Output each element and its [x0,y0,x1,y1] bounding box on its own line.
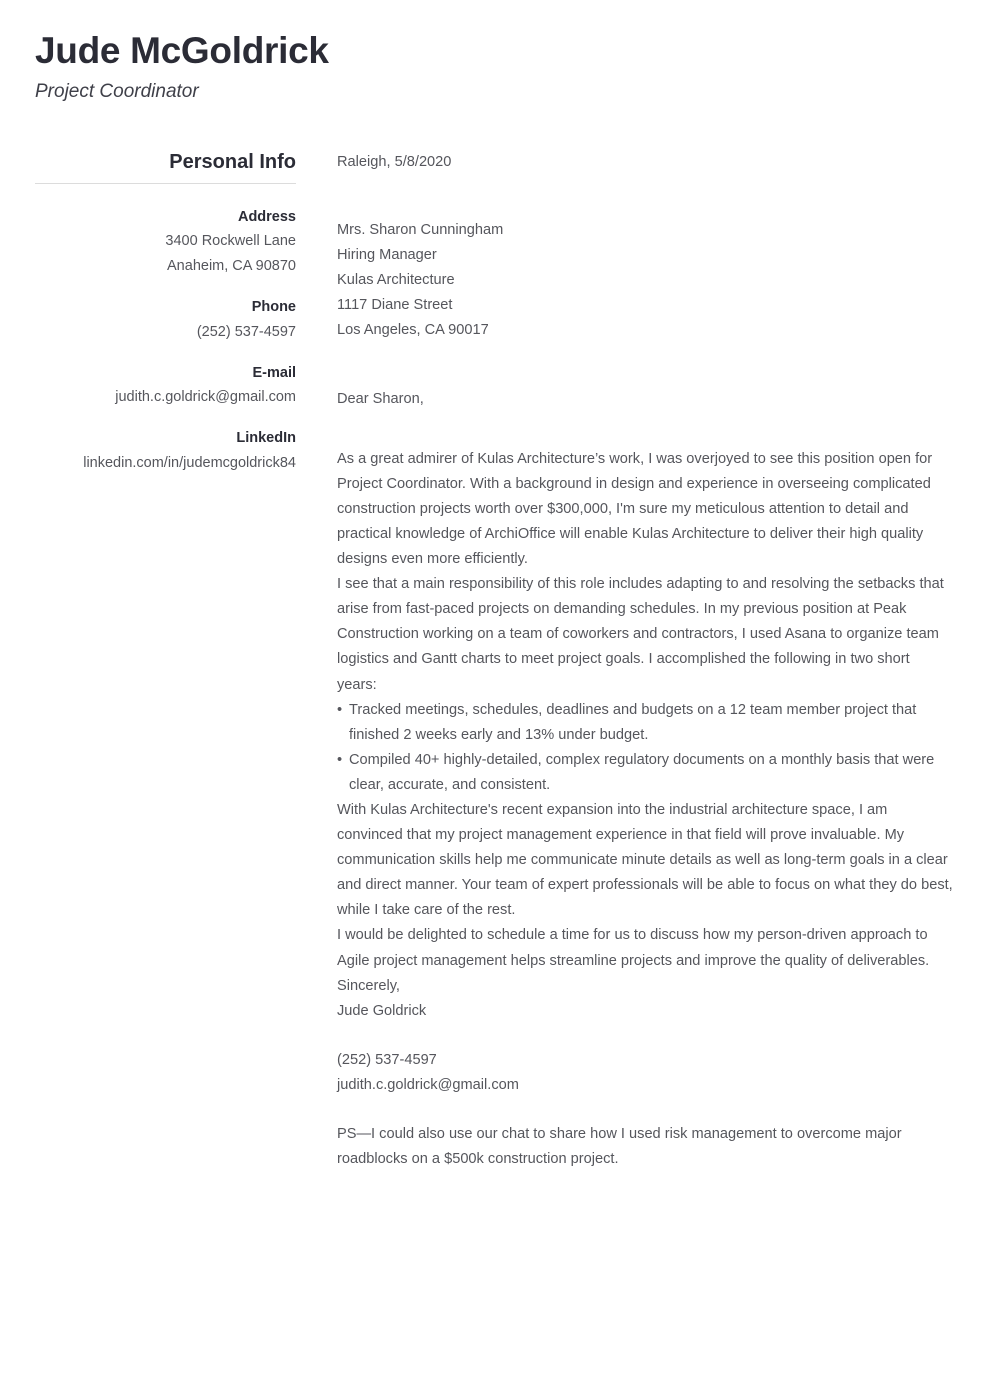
signature-name: Jude Goldrick [337,1002,427,1019]
recipient-company: Kulas Architecture [337,272,455,289]
email-value[interactable]: judith.c.goldrick@gmail.com [115,389,296,406]
candidate-job-title: Project Coordinator [35,80,199,102]
date-line: Raleigh, 5/8/2020 [337,154,452,170]
email-label: E-mail [252,364,296,381]
personal-info-sidebar [35,150,296,493]
body-paragraph-2: I see that a main responsibility of this role includes adapting to and resolving the setbacks that arise from fast-paced projects on demanding schedules. In my previous position at Peak Construction working on a team of coworkers and contractors, I used Asana to organize team logistics and Gantt charts to meet project goals. I accomplished the following in two short years: [337,576,944,693]
sidebar-divider [35,183,296,184]
recipient-title: Hiring Manager [337,247,437,264]
linkedin-label: LinkedIn [236,430,296,447]
recipient-address-block [337,218,953,343]
address-line-1: 3400 Rockwell Lane [165,233,296,250]
date-block [337,150,953,175]
sidebar-group-phone [35,296,296,344]
address-label: Address [237,209,296,225]
salutation-line: Dear Sharon, [337,390,424,407]
letter-body [337,150,953,1172]
sender-contact-block [337,1048,953,1098]
candidate-name: Jude McGoldrick [35,30,329,71]
sidebar-group-email [35,362,296,410]
linkedin-value[interactable]: linkedin.com/in/judemcgoldrick84 [83,454,296,471]
signature-block [337,974,953,1024]
salutation-block [337,387,953,412]
sidebar-group-linkedin [35,427,296,475]
personal-info-heading: Personal Info [169,151,296,173]
sender-phone[interactable]: (252) 537-4597 [337,1051,437,1068]
sender-email[interactable]: judith.c.goldrick@gmail.com [337,1076,519,1093]
document-header [35,30,735,103]
achievements-list [337,698,953,798]
closing-line: Sincerely, [337,977,400,994]
postscript-paragraph: PS—I could also use our chat to share how I used risk management to overcome major roadblocks on a $500k construction project. [337,1126,902,1168]
phone-label: Phone [251,299,296,316]
body-paragraph-3: With Kulas Architecture's recent expansion into the industrial architecture space, I am convinced that my project management experience in that field will prove invaluable. My communication skills help me communicate minute details as well as long-term goals in a clear and direct manner. Your team of expert professionals will be able to focus on what they do best, while I take care of the rest. [337,801,953,919]
recipient-name: Mrs. Sharon Cunningham [337,222,504,239]
body-paragraph-4: I would be delighted to schedule a time for us to discuss how my person-driven approach to Agile project management helps streamline projects and improve the quality of deliverables. [337,927,930,969]
body-paragraph-1: As a great admirer of Kulas Architecture’s work, I was overjoyed to see this position open for Project Coordinator. With a background in design and experience in overseeing complicated construction projects worth over $300,000, I'm sure my meticulous attention to detail and practical knowledge of ArchiOffice will enable Kulas Architecture to deliver their high quality designs even more efficiently. [337,450,933,568]
list-item: • Compiled 40+ highly-detailed, complex regulatory documents on a monthly basis that were clear, accurate, and consistent. [337,748,953,798]
recipient-city: Los Angeles, CA 90017 [337,322,489,339]
list-item: • Tracked meetings, schedules, deadlines and budgets on a 12 team member project that finished 2 weeks early and 13% under budget. [337,698,953,748]
phone-value[interactable]: (252) 537-4597 [196,323,296,340]
recipient-street: 1117 Diane Street [337,297,453,314]
address-line-2: Anaheim, CA 90870 [167,258,296,275]
sidebar-group-address [35,206,296,279]
